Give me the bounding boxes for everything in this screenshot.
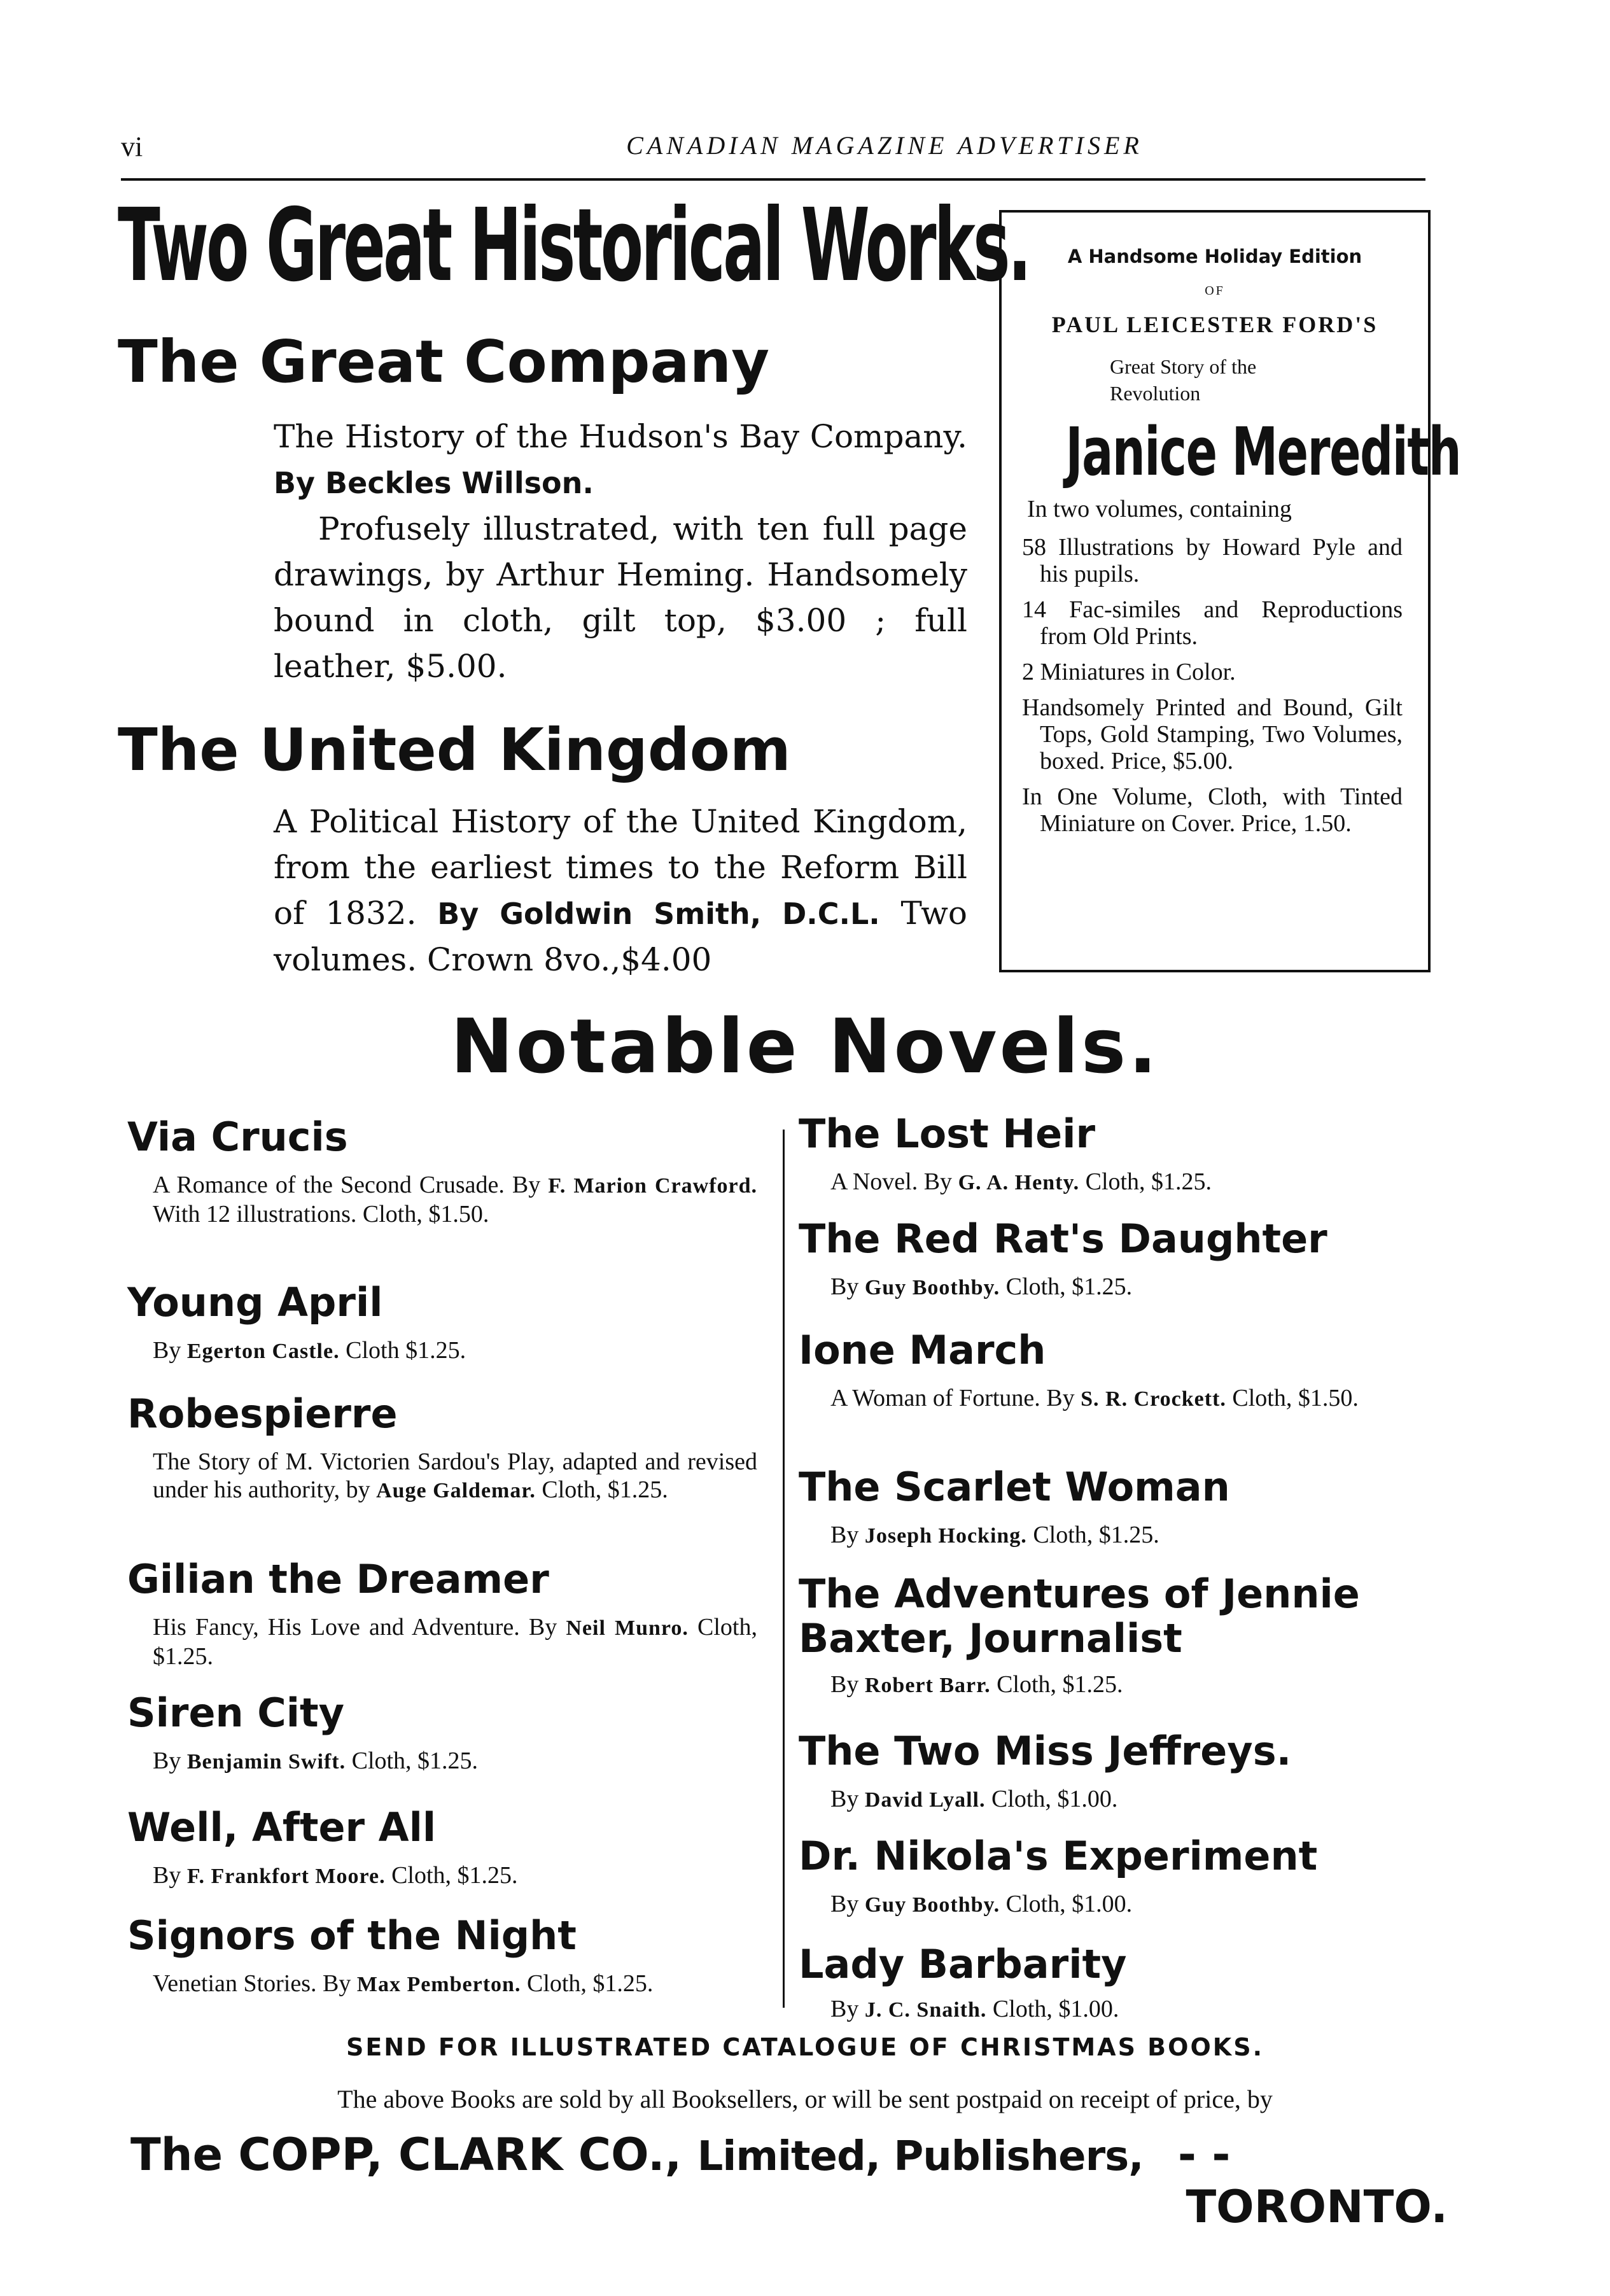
novel-desc: The Story of M. Victorien Sardou's Play, adapted and revised under his authority, by Auge Galdemar. Cloth, $1.25. xyxy=(153,1448,757,1503)
header-rule xyxy=(121,178,1425,181)
box-book-title: Janice Meredith xyxy=(1065,413,1461,491)
novel-title: The Lost Heir xyxy=(799,1110,1096,1157)
book-desc-text: The History of the Hudson's Bay Company. xyxy=(274,418,967,455)
novel-desc: By David Lyall. Cloth, $1.00. xyxy=(830,1786,1118,1812)
novel-title: Via Crucis xyxy=(127,1114,348,1160)
box-edition-line: A Handsome Holiday Edition xyxy=(1067,246,1362,267)
box-tagline-1: Great Story of the xyxy=(1110,355,1257,378)
book-desc-text: A Political History of the United Kingdom, from the earliest times to the Reform Bill of 1832. xyxy=(274,803,967,932)
running-title: CANADIAN MAGAZINE ADVERTISER xyxy=(626,131,1143,160)
publisher-city: TORONTO. xyxy=(1186,2181,1448,2233)
column-divider xyxy=(783,1130,785,2008)
novel-title: The Red Rat's Daughter xyxy=(799,1215,1327,1262)
novel-desc: By Guy Boothby. Cloth, $1.25. xyxy=(830,1273,1133,1300)
publisher-name: The COPP, CLARK CO., xyxy=(130,2129,682,2181)
publisher-limited: Limited, Publishers, xyxy=(697,2133,1144,2180)
novel-title: Lady Barbarity xyxy=(799,1941,1127,1987)
section-title-historical-works: Two Great Historical Works. xyxy=(118,187,1030,304)
novel-desc: By J. C. Snaith. Cloth, $1.00. xyxy=(830,1996,1119,2022)
novel-title: Ione March xyxy=(799,1327,1046,1373)
novel-title: The Scarlet Woman xyxy=(799,1464,1230,1510)
sold-notice: The above Books are sold by all Booksellers, or will be sent postpaid on receipt of price, by xyxy=(337,2085,1273,2113)
novel-title: Young April xyxy=(127,1279,383,1326)
novel-desc: By Joseph Hocking. Cloth, $1.25. xyxy=(830,1522,1159,1548)
box-item: 58 Illustrations by Howard Pyle and his pupils. xyxy=(1022,534,1403,587)
book-details: Two volumes. Crown 8vo.,$4.00 xyxy=(274,895,967,978)
box-author: PAUL LEICESTER FORD'S xyxy=(1051,312,1378,337)
novel-desc: By Benjamin Swift. Cloth, $1.25. xyxy=(153,1747,479,1774)
novel-desc: By F. Frankfort Moore. Cloth, $1.25. xyxy=(153,1862,518,1889)
book-details: Profusely illustrated, with ten full page drawings, by Arthur Heming. Handsomely bound in cloth, gilt top, $3.00 ; full leather, $5.00. xyxy=(274,510,967,685)
book-author: By Goldwin Smith, D.C.L. xyxy=(437,897,880,931)
box-item: 14 Fac-similes and Reproductions from Old Prints. xyxy=(1022,596,1403,650)
box-item-list xyxy=(1002,534,1428,837)
book-author: By Beckles Willson. xyxy=(274,466,594,500)
box-of-line: OF xyxy=(1205,284,1225,298)
novel-title: Robespierre xyxy=(127,1390,398,1437)
box-intro: In two volumes, containing xyxy=(1027,496,1292,522)
novel-title: Well, After All xyxy=(127,1804,437,1851)
book-title-united-kingdom: The United Kingdom xyxy=(118,716,791,784)
novel-title: The Two Miss Jeffreys. xyxy=(799,1728,1292,1774)
novel-desc: By Egerton Castle. Cloth $1.25. xyxy=(153,1337,466,1364)
publisher-line xyxy=(130,2129,1448,2233)
novel-title: The Adventures of Jennie Baxter, Journalist xyxy=(799,1571,1360,1662)
section-title-notable-novels: Notable Novels. xyxy=(450,1002,1160,1090)
box-item: In One Volume, Cloth, with Tinted Miniature on Cover. Price, 1.50. xyxy=(1022,783,1403,837)
book-desc-great-company xyxy=(274,414,967,689)
novel-desc: Venetian Stories. By Max Pemberton. Cloth, $1.25. xyxy=(153,1970,654,1997)
box-tagline-2: Revolution xyxy=(1110,382,1201,405)
novel-desc: A Novel. By G. A. Henty. Cloth, $1.25. xyxy=(830,1168,1212,1195)
book-desc-united-kingdom xyxy=(274,799,967,983)
page-number: vi xyxy=(121,131,143,162)
catalogue-notice: SEND FOR ILLUSTRATED CATALOGUE OF CHRISTMAS BOOKS. xyxy=(346,2033,1264,2061)
box-item: Handsomely Printed and Bound, Gilt Tops, Gold Stamping, Two Volumes, boxed. Price, $5.00. xyxy=(1022,694,1403,774)
novel-title: Siren City xyxy=(127,1690,345,1736)
novel-title: Dr. Nikola's Experiment xyxy=(799,1833,1318,1879)
novel-desc: A Woman of Fortune. By S. R. Crockett. Cloth, $1.50. xyxy=(830,1385,1359,1411)
novel-desc: A Romance of the Second Crusade. By F. Marion Crawford. With 12 illustrations. Cloth, $1.50. xyxy=(153,1172,757,1228)
publisher-dashes: - - xyxy=(1177,2129,1231,2181)
novel-desc: By Robert Barr. Cloth, $1.25. xyxy=(830,1671,1123,1698)
janice-meredith-ad-box xyxy=(999,210,1461,972)
book-title-great-company: The Great Company xyxy=(118,328,770,396)
novel-title: Gilian the Dreamer xyxy=(127,1556,549,1602)
box-item: 2 Miniatures in Color. xyxy=(1022,659,1236,685)
novel-desc: By Guy Boothby. Cloth, $1.00. xyxy=(830,1891,1133,1917)
novel-title: Signors of the Night xyxy=(127,1912,577,1959)
novel-desc: His Fancy, His Love and Adventure. By Neil Munro. Cloth, $1.25. xyxy=(153,1614,757,1670)
